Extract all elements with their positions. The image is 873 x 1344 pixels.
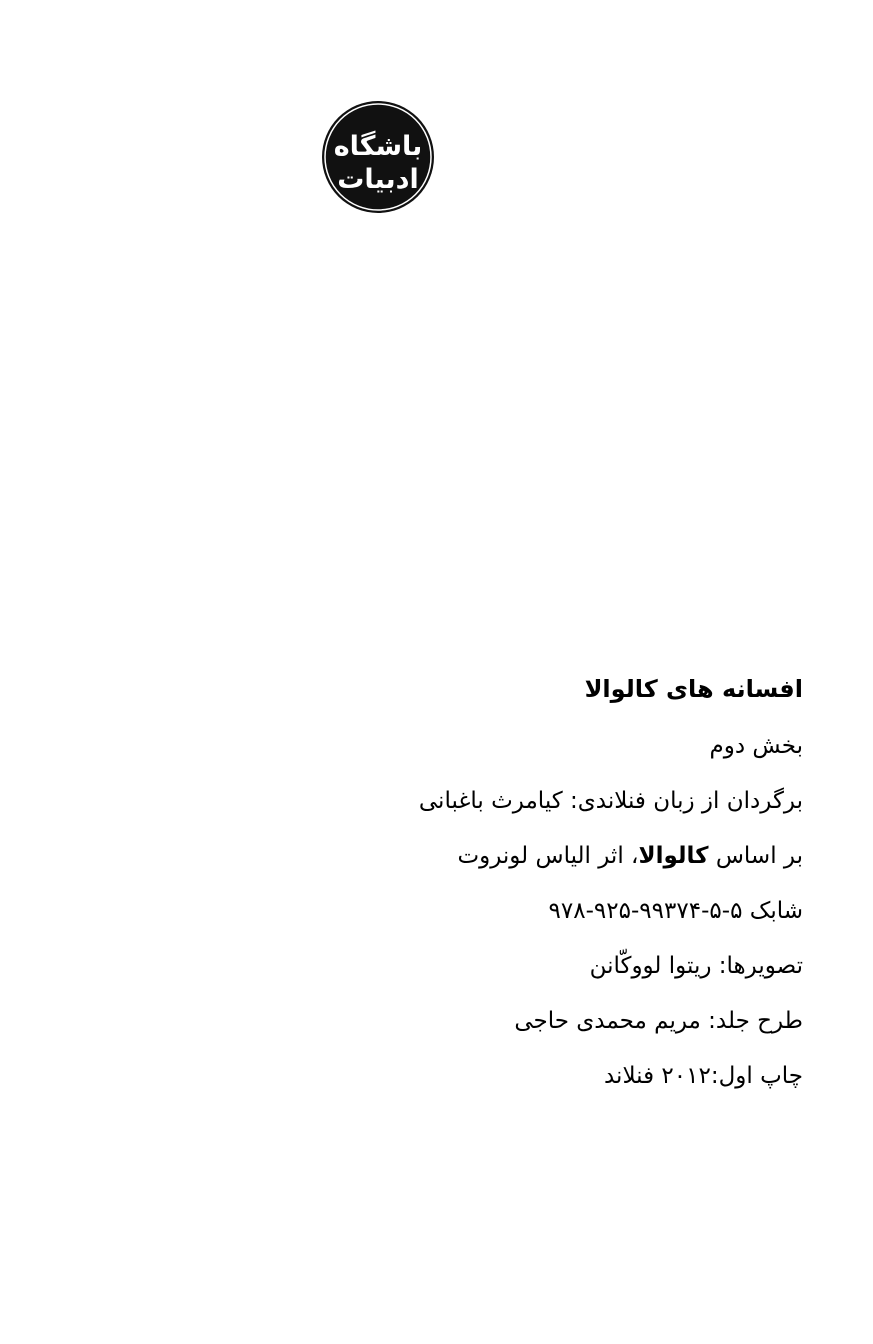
source-work-title: کالوالا — [638, 843, 709, 869]
book-title: افسانه های کالوالا — [584, 675, 803, 703]
logo-line-2: ادبیات — [337, 164, 419, 195]
publisher-logo — [321, 100, 435, 214]
source-credit — [203, 841, 803, 871]
source-author: ، اثر الیاس لونروت — [457, 843, 639, 869]
logo-line-1: باشگاه — [333, 131, 423, 162]
book-part: بخش دوم — [709, 733, 803, 759]
cover-design-credit: طرح جلد: مریم محمدی حاجی — [514, 1008, 803, 1034]
isbn: شابک ۵-۵-۹۹۳۷۴-۹۲۵-۹۷۸ — [548, 898, 803, 924]
colophon — [203, 674, 803, 1116]
source-prefix: بر اساس — [715, 843, 803, 869]
edition-info: چاپ اول:۲۰۱۲ فنلاند — [603, 1063, 803, 1089]
illustrations-credit: تصویرها: ریتوا لووکّانن — [589, 953, 803, 979]
translator-credit: برگردان از زبان فنلاندی: کیامرث باغبانی — [418, 788, 803, 814]
publisher-seal-icon — [321, 100, 435, 214]
